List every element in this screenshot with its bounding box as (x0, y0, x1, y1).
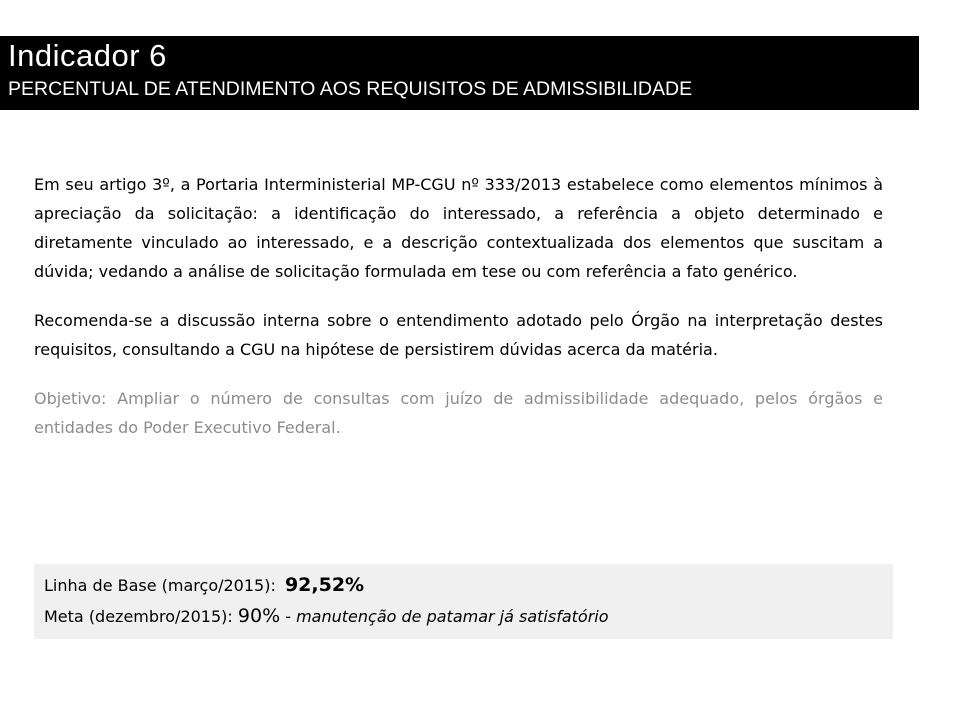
indicator-subtitle: PERCENTUAL DE ATENDIMENTO AOS REQUISITOS DE ADMISSIBILIDADE (8, 78, 693, 100)
body-text (34, 170, 883, 442)
baseline-label: Linha de Base (março/2015): (44, 576, 276, 595)
target-label: Meta (dezembro/2015): (44, 607, 233, 626)
header-bar (0, 36, 919, 110)
target-line (44, 601, 893, 632)
target-note: manutenção de patamar já satisfatório (296, 607, 609, 626)
target-separator: - (285, 607, 291, 626)
target-value: 90% (237, 605, 281, 627)
paragraph-recomendacao: Recomenda-se a discussão interna sobre o entendimento adotado pelo Órgão na interpretação destes requisitos, consultando a CGU na hipótese de persistirem dúvidas acerca da matéria. (34, 311, 883, 359)
metrics-box (34, 564, 893, 639)
indicator-title: Indicador 6 (8, 38, 167, 73)
baseline-line (44, 570, 893, 601)
baseline-value: 92,52% (284, 574, 365, 596)
paragraph-objetivo: Objetivo: Ampliar o número de consultas com juízo de admissibilidade adequado, pelos órgãos e entidades do Poder Executivo Federal. (34, 389, 883, 437)
paragraph-portaria: Em seu artigo 3º, a Portaria Interministerial MP-CGU nº 333/2013 estabelece como elementos mínimos à apreciação da solicitação: a identificação do interessado, a referência a objeto determinado e diretamente vinculado ao interessado, e a descrição contextualizada dos elementos que suscitam a dúvida; vedando a análise de solicitação formulada em tese ou com referência a fato genérico. (34, 175, 883, 281)
